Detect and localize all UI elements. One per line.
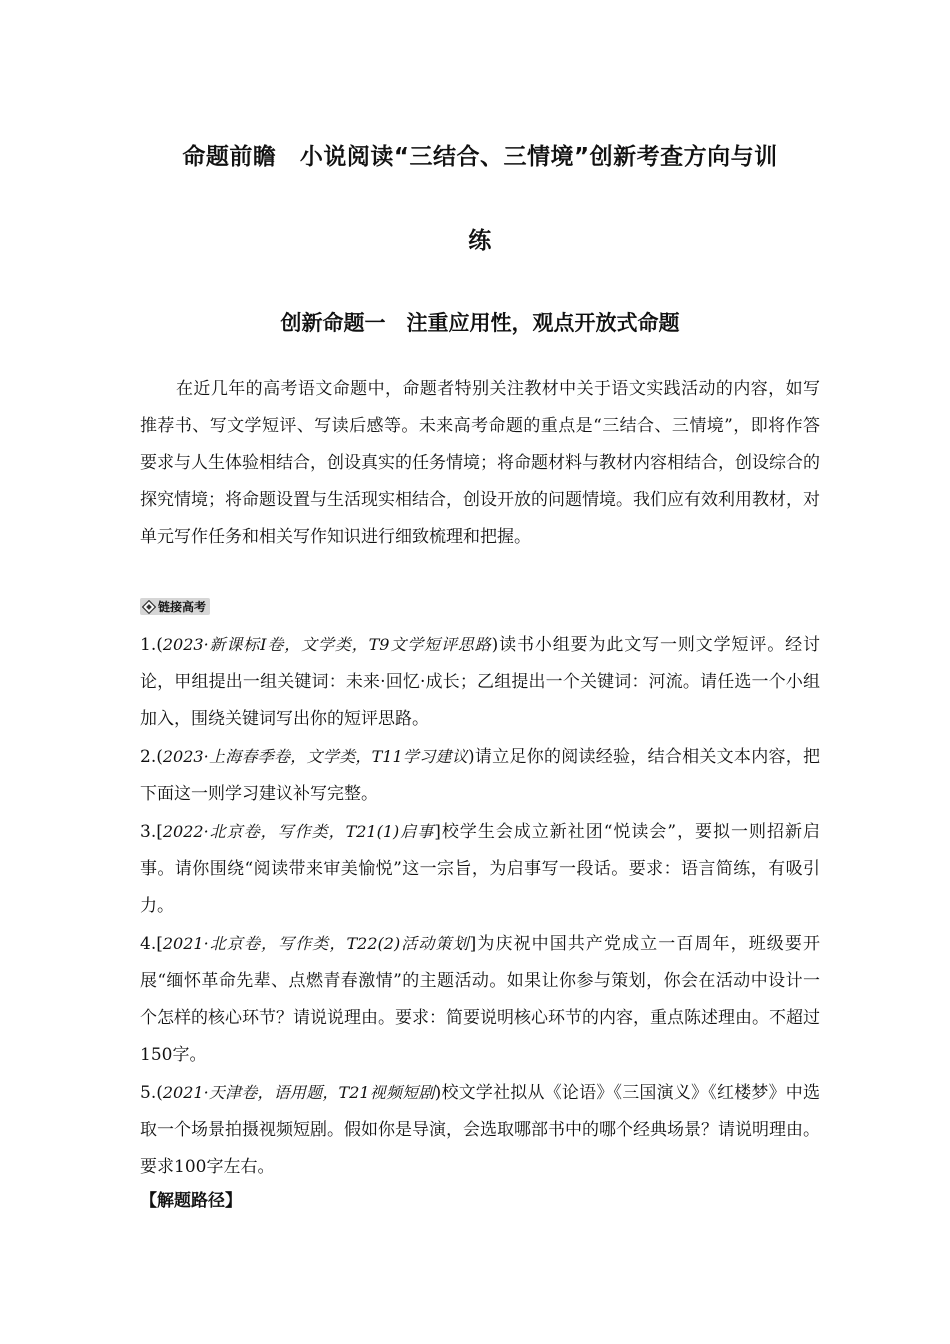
question-text: 校文学社拟从《论语》《三国演义》《红楼梦》中选取一个场景拍摄视频短剧。假如你是导演，会选取哪部书中的哪个经典场景？请说明理由。要求100字左右。 xyxy=(140,1083,820,1177)
question-number: 5. xyxy=(140,1083,157,1103)
question-text: 请立足你的阅读经验，结合相关文本内容，把下面这一则学习建议补写完整。 xyxy=(140,747,820,804)
page-title-line-2: 练 xyxy=(468,228,492,254)
question-item: 3.[2022·北京卷，写作类，T21(1)启事]校学生会成立新社团“悦读会”，要拟一则招新启事。请你围绕“阅读带来审美愉悦”这一宗旨，为启事写一段话。要求：语言简练，有吸引力。 xyxy=(140,822,820,916)
question-item: 1.(2023·新课标Ⅰ卷，文学类，T9文学短评思路)读书小组要为此文写一则文学短评。经讨论，甲组提出一组关键词：未来·回忆·成长；乙组提出一个关键词：河流。请任选一个小组加入，围绕关键词写出你的短评思路。 xyxy=(140,635,820,729)
solution-path-label: 【解题路径】 xyxy=(140,1191,242,1211)
question-source: 2023·新课标Ⅰ卷，文学类，T9文学短评思路 xyxy=(162,635,492,654)
badge-label: 链接高考 xyxy=(158,600,207,614)
question-source: 2022·北京卷，写作类，T21(1)启事 xyxy=(162,822,435,841)
page-title-line-1: 命题前瞻 小说阅读“三结合、三情境”创新考查方向与训 xyxy=(182,144,778,170)
question-list xyxy=(140,626,820,1186)
intro-paragraph: 在近几年的高考语文命题中，命题者特别关注教材中关于语文实践活动的内容，如写推荐书、写文学短评、写读后感等。未来高考命题的重点是“三结合、三情境”，即将作答要求与人生体验相结合，创设真实的任务情境；将命题材料与教材内容相结合，创设综合的探究情境；将命题设置与生活现实相结合，创设开放的问题情境。我们应有效利用教材，对单元写作任务和相关写作知识进行细致梳理和把握。 xyxy=(140,379,820,547)
section-heading: 创新命题一 注重应用性，观点开放式命题 xyxy=(280,311,680,335)
question-number: 4. xyxy=(140,934,157,954)
question-source: 2021·北京卷，写作类，T22(2)活动策划 xyxy=(162,934,470,953)
question-source: 2023·上海春季卷，文学类，T11学习建议 xyxy=(162,747,468,766)
question-text: 校学生会成立新社团“悦读会”，要拟一则招新启事。请你围绕“阅读带来审美愉悦”这一宗旨，为启事写一段话。要求：语言简练，有吸引力。 xyxy=(140,822,820,916)
question-text: 为庆祝中国共产党成立一百周年，班级要开展“缅怀革命先辈、点燃青春激情”的主题活动。如果让你参与策划，你会在活动中设计一个怎样的核心环节？请说说理由。要求：简要说明核心环节的内容，重点陈述理由。不超过150字。 xyxy=(140,934,820,1065)
question-text: 读书小组要为此文写一则文学短评。经讨论，甲组提出一组关键词：未来·回忆·成长；乙组提出一个关键词：河流。请任选一个小组加入，围绕关键词写出你的短评思路。 xyxy=(140,635,820,729)
diamond-link-icon xyxy=(142,600,156,614)
question-item: 5.(2021·天津卷，语用题，T21视频短剧)校文学社拟从《论语》《三国演义》《红楼梦》中选取一个场景拍摄视频短剧。假如你是导演，会选取哪部书中的哪个经典场景？请说明理由。要求100字左右。 xyxy=(140,1083,820,1177)
link-exam-badge xyxy=(140,598,210,615)
question-number: 2. xyxy=(140,747,157,767)
question-number: 3. xyxy=(140,822,157,842)
question-number: 1. xyxy=(140,635,157,655)
question-item: 2.(2023·上海春季卷，文学类，T11学习建议)请立足你的阅读经验，结合相关文本内容，把下面这一则学习建议补写完整。 xyxy=(140,747,820,804)
question-source: 2021·天津卷，语用题，T21视频短剧 xyxy=(162,1083,435,1102)
question-item: 4.[2021·北京卷，写作类，T22(2)活动策划]为庆祝中国共产党成立一百周年，班级要开展“缅怀革命先辈、点燃青春激情”的主题活动。如果让你参与策划，你会在活动中设计一个怎样的核心环节？请说说理由。要求：简要说明核心环节的内容，重点陈述理由。不超过150字。 xyxy=(140,934,820,1065)
